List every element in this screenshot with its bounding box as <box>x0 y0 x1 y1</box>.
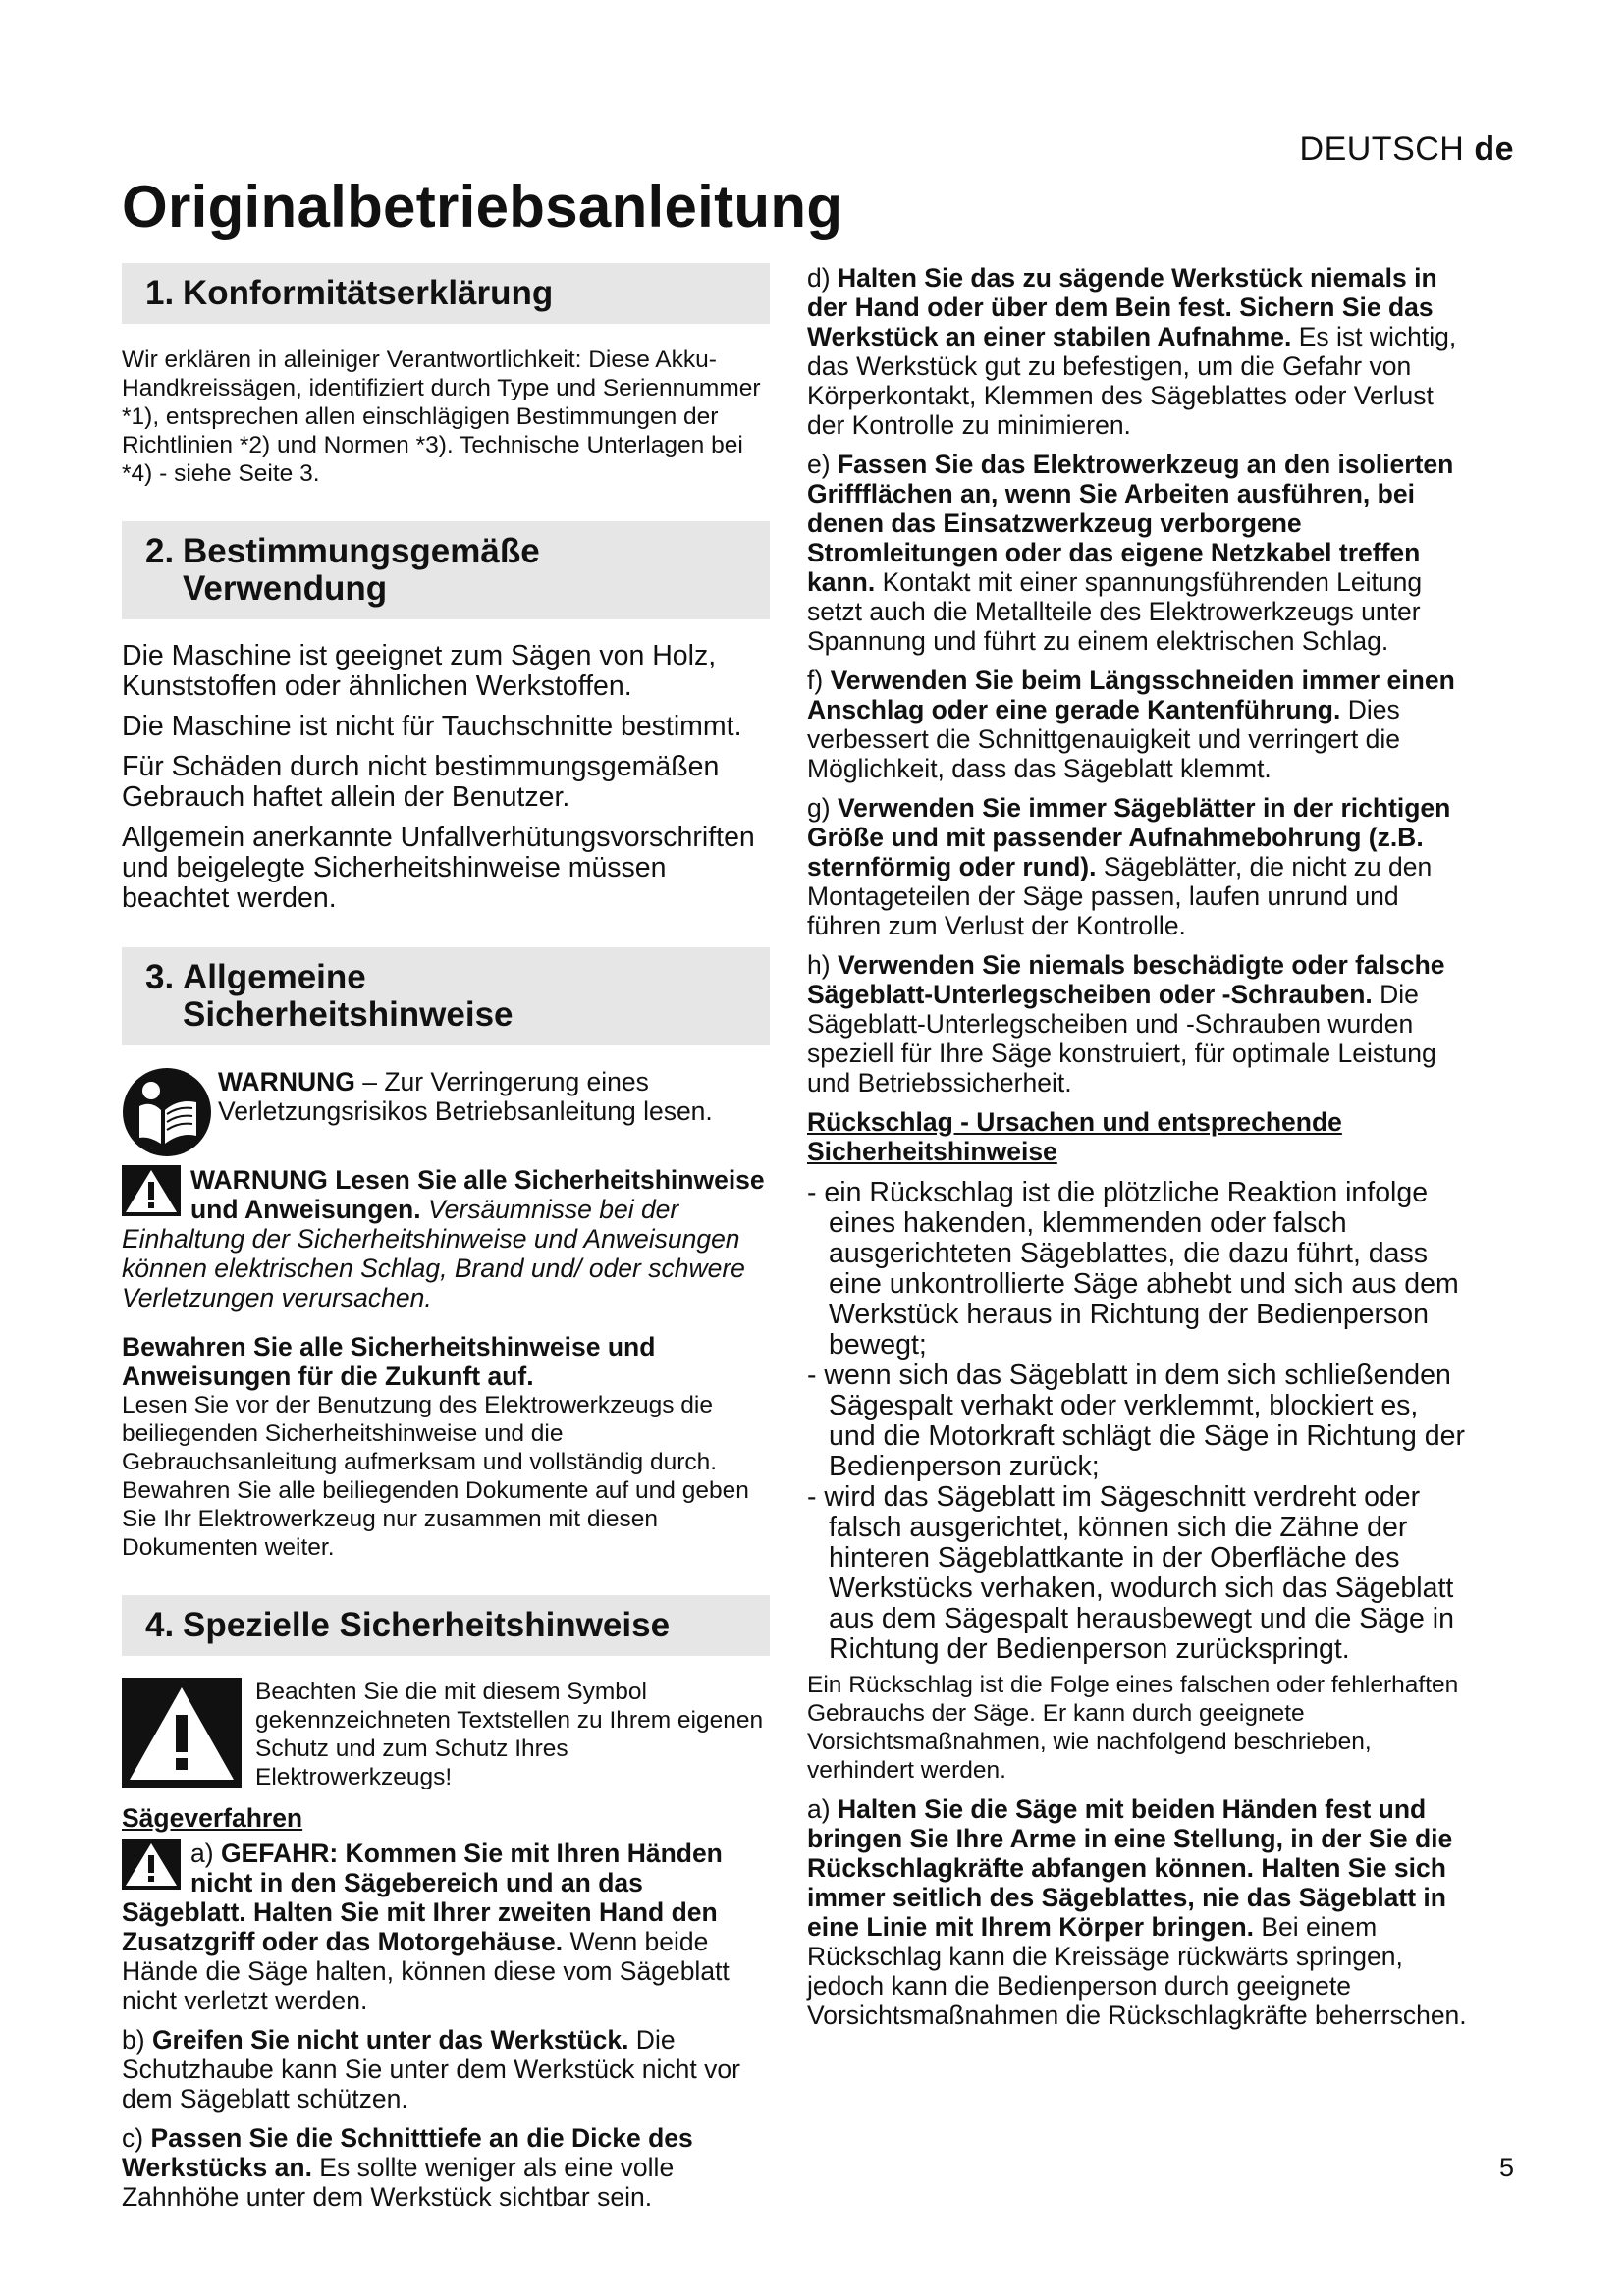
rule-text: Dies verbessert die Schnittgenauigkeit und verringert die Möglichkeit, dass das Sägeblatt klemmt. <box>807 695 1400 783</box>
rule-e <box>807 450 1467 656</box>
section-4-heading <box>122 1595 770 1656</box>
warning-triangle-icon <box>122 1678 242 1788</box>
rule-prefix: a) <box>807 1794 838 1824</box>
warning-consequences: Versäumnisse bei der Einhaltung der Sicherheitshinweise und Anweisungen können elektrischen Schlag, Brand und/ oder schwere Verletzungen verursachen. <box>122 1195 745 1312</box>
warning-label: WARNUNG <box>218 1067 355 1096</box>
page-number: 5 <box>1498 2153 1514 2182</box>
rule-bold: Greifen Sie nicht unter das Werkstück. <box>151 2025 629 2055</box>
keep-instructions-heading: Bewahren Sie alle Sicherheitshinweise und Anweisungen für die Zukunft auf. <box>122 1332 656 1391</box>
section-title-line1: Allgemeine <box>183 958 366 996</box>
section-1-heading <box>122 263 770 324</box>
warning-read-manual <box>122 1067 770 1157</box>
rule-text: Sägeblätter, die nicht zu den Montageteilen der Säge passen, laufen unrund und führen zum Verlust der Kontrolle. <box>807 852 1433 940</box>
rule-text: Bei einem Rückschlag kann die Kreissäge rückwärts springen, jedoch kann die Bedienperson durch geeignete Vorsichtsmaßnahmen die Rückschlagkräfte beherrschen. <box>807 1912 1467 2030</box>
rule-c <box>122 2123 770 2212</box>
section-3-heading <box>122 947 770 1045</box>
right-column <box>807 263 1467 2040</box>
kickback-item: - wenn sich das Sägeblatt in dem sich schließenden Sägespalt verhakt oder verklemmt, blockiert es, und die Motorkraft schlägt die Säge in Richtung der Bedienperson zurück; <box>807 1360 1465 1482</box>
rule-prefix: d) <box>807 263 838 293</box>
rule-bold: Fassen Sie das Elektrowerkzeug an den isolierten Griffflächen an, wenn Sie Arbeiten ausführen, bei denen das Einsatzwerkzeug verborgene Stromleitungen oder das eigene Netzkabel treffen kann. <box>807 450 1454 597</box>
rule-b <box>122 2025 770 2113</box>
section-number: 1. <box>145 274 175 312</box>
sawing-subheading: Sägeverfahren <box>122 1803 303 1833</box>
warning-heading: WARNUNG Lesen Sie alle Sicherheitshinweise und Anweisungen. <box>190 1165 765 1224</box>
section-2-heading <box>122 521 770 619</box>
rule-prefix: h) <box>807 950 838 980</box>
kickback-summary: Ein Rückschlag ist die Folge eines falschen oder fehlerhaften Gebrauchs der Säge. Er kann durch geeignete Vorsichtsmaßnahmen, wie nachfolgend beschrieben, verhindert werden. <box>807 1672 1459 1784</box>
kickback-item: - wird das Sägeblatt im Sägeschnitt verdreht oder falsch ausgerichtet, können sich die Zähne der hinteren Sägeblattkante in der Oberfläche des Werkstücks verhaken, wodurch sich das Sägeblatt aus dem Sägespalt herausbewegt und die Säge in Richtung der Bedienperson zurückspringt. <box>807 1481 1454 1665</box>
warning-triangle-icon <box>122 1165 181 1216</box>
rule-d <box>807 263 1467 440</box>
language-label <box>1300 131 1514 169</box>
conformity-text: Wir erklären in alleiniger Verantwortlichkeit: Diese Akku-Handkreissägen, identifiziert durch Type und Seriennummer *1), entsprechen allen einschlägigen Bestimmungen der Richtlinien *2) und Normen *3). Technische Unterlagen bei *4) - siehe Seite 3. <box>122 347 761 487</box>
rule-text: Es ist wichtig, das Werkstück gut zu befestigen, um die Gefahr von Körperkontakt, Klemmen des Sägeblattes oder Verlust der Kontrolle zu minimieren. <box>807 322 1457 440</box>
symbol-note <box>122 1678 770 1791</box>
rule-bold: Halten Sie die Säge mit beiden Händen fest und bringen Sie Ihre Arme in eine Stellung, in der Sie die Rückschlagkräfte abfangen können. Halten Sie sich immer seitlich des Sägeblattes, nie das Sägeblatt in eine Linie mit Ihrem Körper bringen. <box>807 1794 1453 1942</box>
rule-bold: Passen Sie die Schnitttiefe an die Dicke des Werkstücks an. <box>122 2123 693 2182</box>
rule-prefix: g) <box>807 793 838 823</box>
section-number: 3. <box>145 958 175 996</box>
kickback-rule-a <box>807 1794 1467 2030</box>
left-column <box>122 263 770 2221</box>
language-code: de <box>1474 131 1514 168</box>
usage-paragraph: Die Maschine ist geeignet zum Sägen von Holz, Kunststoffen oder ähnlichen Werkstoffen. <box>122 640 717 702</box>
rule-g <box>807 793 1467 940</box>
kickback-item: - ein Rückschlag ist die plötzliche Reaktion infolge eines hakenden, klemmenden oder falsch ausgerichteten Sägeblattes, die dazu führt, dass eine unkontrollierte Säge abhebt und sich aus dem Werkstück heraus in Richtung der Bedienperson bewegt; <box>807 1177 1459 1361</box>
section-number: 4. <box>145 1606 175 1644</box>
rule-f <box>807 666 1467 783</box>
section-title: Spezielle Sicherheitshinweise <box>183 1606 671 1644</box>
usage-paragraph: Allgemein anerkannte Unfallverhütungsvorschriften und beigelegte Sicherheitshinweise müssen beachtet werden. <box>122 822 755 914</box>
page-title: Originalbetriebsanleitung <box>122 174 843 240</box>
rule-prefix: f) <box>807 666 831 695</box>
usage-paragraph: Die Maschine ist nicht für Tauchschnitte bestimmt. <box>122 711 742 742</box>
rule-bold: GEFAHR: Kommen Sie mit Ihren Händen nicht in den Sägebereich und an das Sägeblatt. Halten Sie mit Ihrer zweiten Hand den Zusatzgriff oder das Motorgehäuse. <box>122 1839 723 1956</box>
rule-prefix: a) <box>190 1839 221 1868</box>
rule-bold: Verwenden Sie niemals beschädigte oder falsche Sägeblatt-Unterlegscheiben oder -Schrauben. <box>807 950 1445 1009</box>
rule-bold: Halten Sie das zu sägende Werkstück niemals in der Hand oder über dem Bein fest. Sichern Sie das Werkstück an einer stabilen Aufnahme. <box>807 263 1437 351</box>
rule-h <box>807 950 1467 1097</box>
rule-bold: Verwenden Sie immer Sägeblätter in der richtigen Größe und mit passender Aufnahmebohrung (z.B. sternförmig oder rund). <box>807 793 1451 881</box>
section-title-line2: Sicherheitshinweise <box>183 995 514 1034</box>
section-title: Konformitätserklärung <box>183 274 554 312</box>
section-title-line2: Verwendung <box>183 569 388 608</box>
rule-text: Wenn beide Hände die Säge halten, können diese vom Sägeblatt nicht verletzt werden. <box>122 1927 730 2015</box>
kickback-subheading: Rückschlag - Ursachen und entsprechende Sicherheitshinweise <box>807 1107 1342 1166</box>
usage-paragraph: Für Schäden durch nicht bestimmungsgemäßen Gebrauch haftet allein der Benutzer. <box>122 751 720 813</box>
rule-prefix: c) <box>122 2123 151 2153</box>
warning-triangle-icon <box>122 1839 181 1890</box>
rule-text: Die Schutzhaube kann Sie unter dem Werkstück nicht vor dem Sägeblatt schützen. <box>122 2025 740 2113</box>
keep-instructions-text: Lesen Sie vor der Benutzung des Elektrowerkzeugs die beiliegenden Sicherheitshinweise und die Gebrauchsanleitung aufmerksam und vollständig durch. Bewahren Sie alle beiliegenden Dokumente auf und geben Sie Ihr Elektrowerkzeug nur zusammen mit diesen Dokumenten weiter. <box>122 1392 749 1561</box>
rule-bold: Verwenden Sie beim Längsschneiden immer einen Anschlag oder eine gerade Kantenführung. <box>807 666 1455 724</box>
section-number: 2. <box>145 532 175 570</box>
rule-text: Es sollte weniger als eine volle Zahnhöhe unter dem Werkstück sichtbar sein. <box>122 2153 675 2212</box>
rule-prefix: b) <box>122 2025 152 2055</box>
symbol-note-text: Beachten Sie die mit diesem Symbol gekennzeichneten Textstellen zu Ihrem eigenen Schutz und zum Schutz Ihres Elektrowerkzeugs! <box>255 1679 764 1790</box>
warning-read-all <box>122 1165 770 1312</box>
rule-prefix: e) <box>807 450 838 479</box>
rule-text: Die Sägeblatt-Unterlegscheiben und -Schrauben wurden speziell für Ihre Säge konstruiert, für optimale Leistung und Betriebssicherheit. <box>807 980 1436 1097</box>
rule-a <box>122 1839 770 2015</box>
section-title-line1: Bestimmungsgemäße <box>183 532 540 570</box>
read-manual-icon <box>122 1067 212 1157</box>
language-name: DEUTSCH <box>1299 131 1465 168</box>
warning-text: – Zur Verringerung eines Verletzungsrisikos Betriebsanleitung lesen. <box>218 1067 713 1126</box>
rule-text: Kontakt mit einer spannungsführenden Leitung setzt auch die Metallteile des Elektrowerkzeugs unter Spannung und führt zu einem elektrischen Schlag. <box>807 567 1423 656</box>
